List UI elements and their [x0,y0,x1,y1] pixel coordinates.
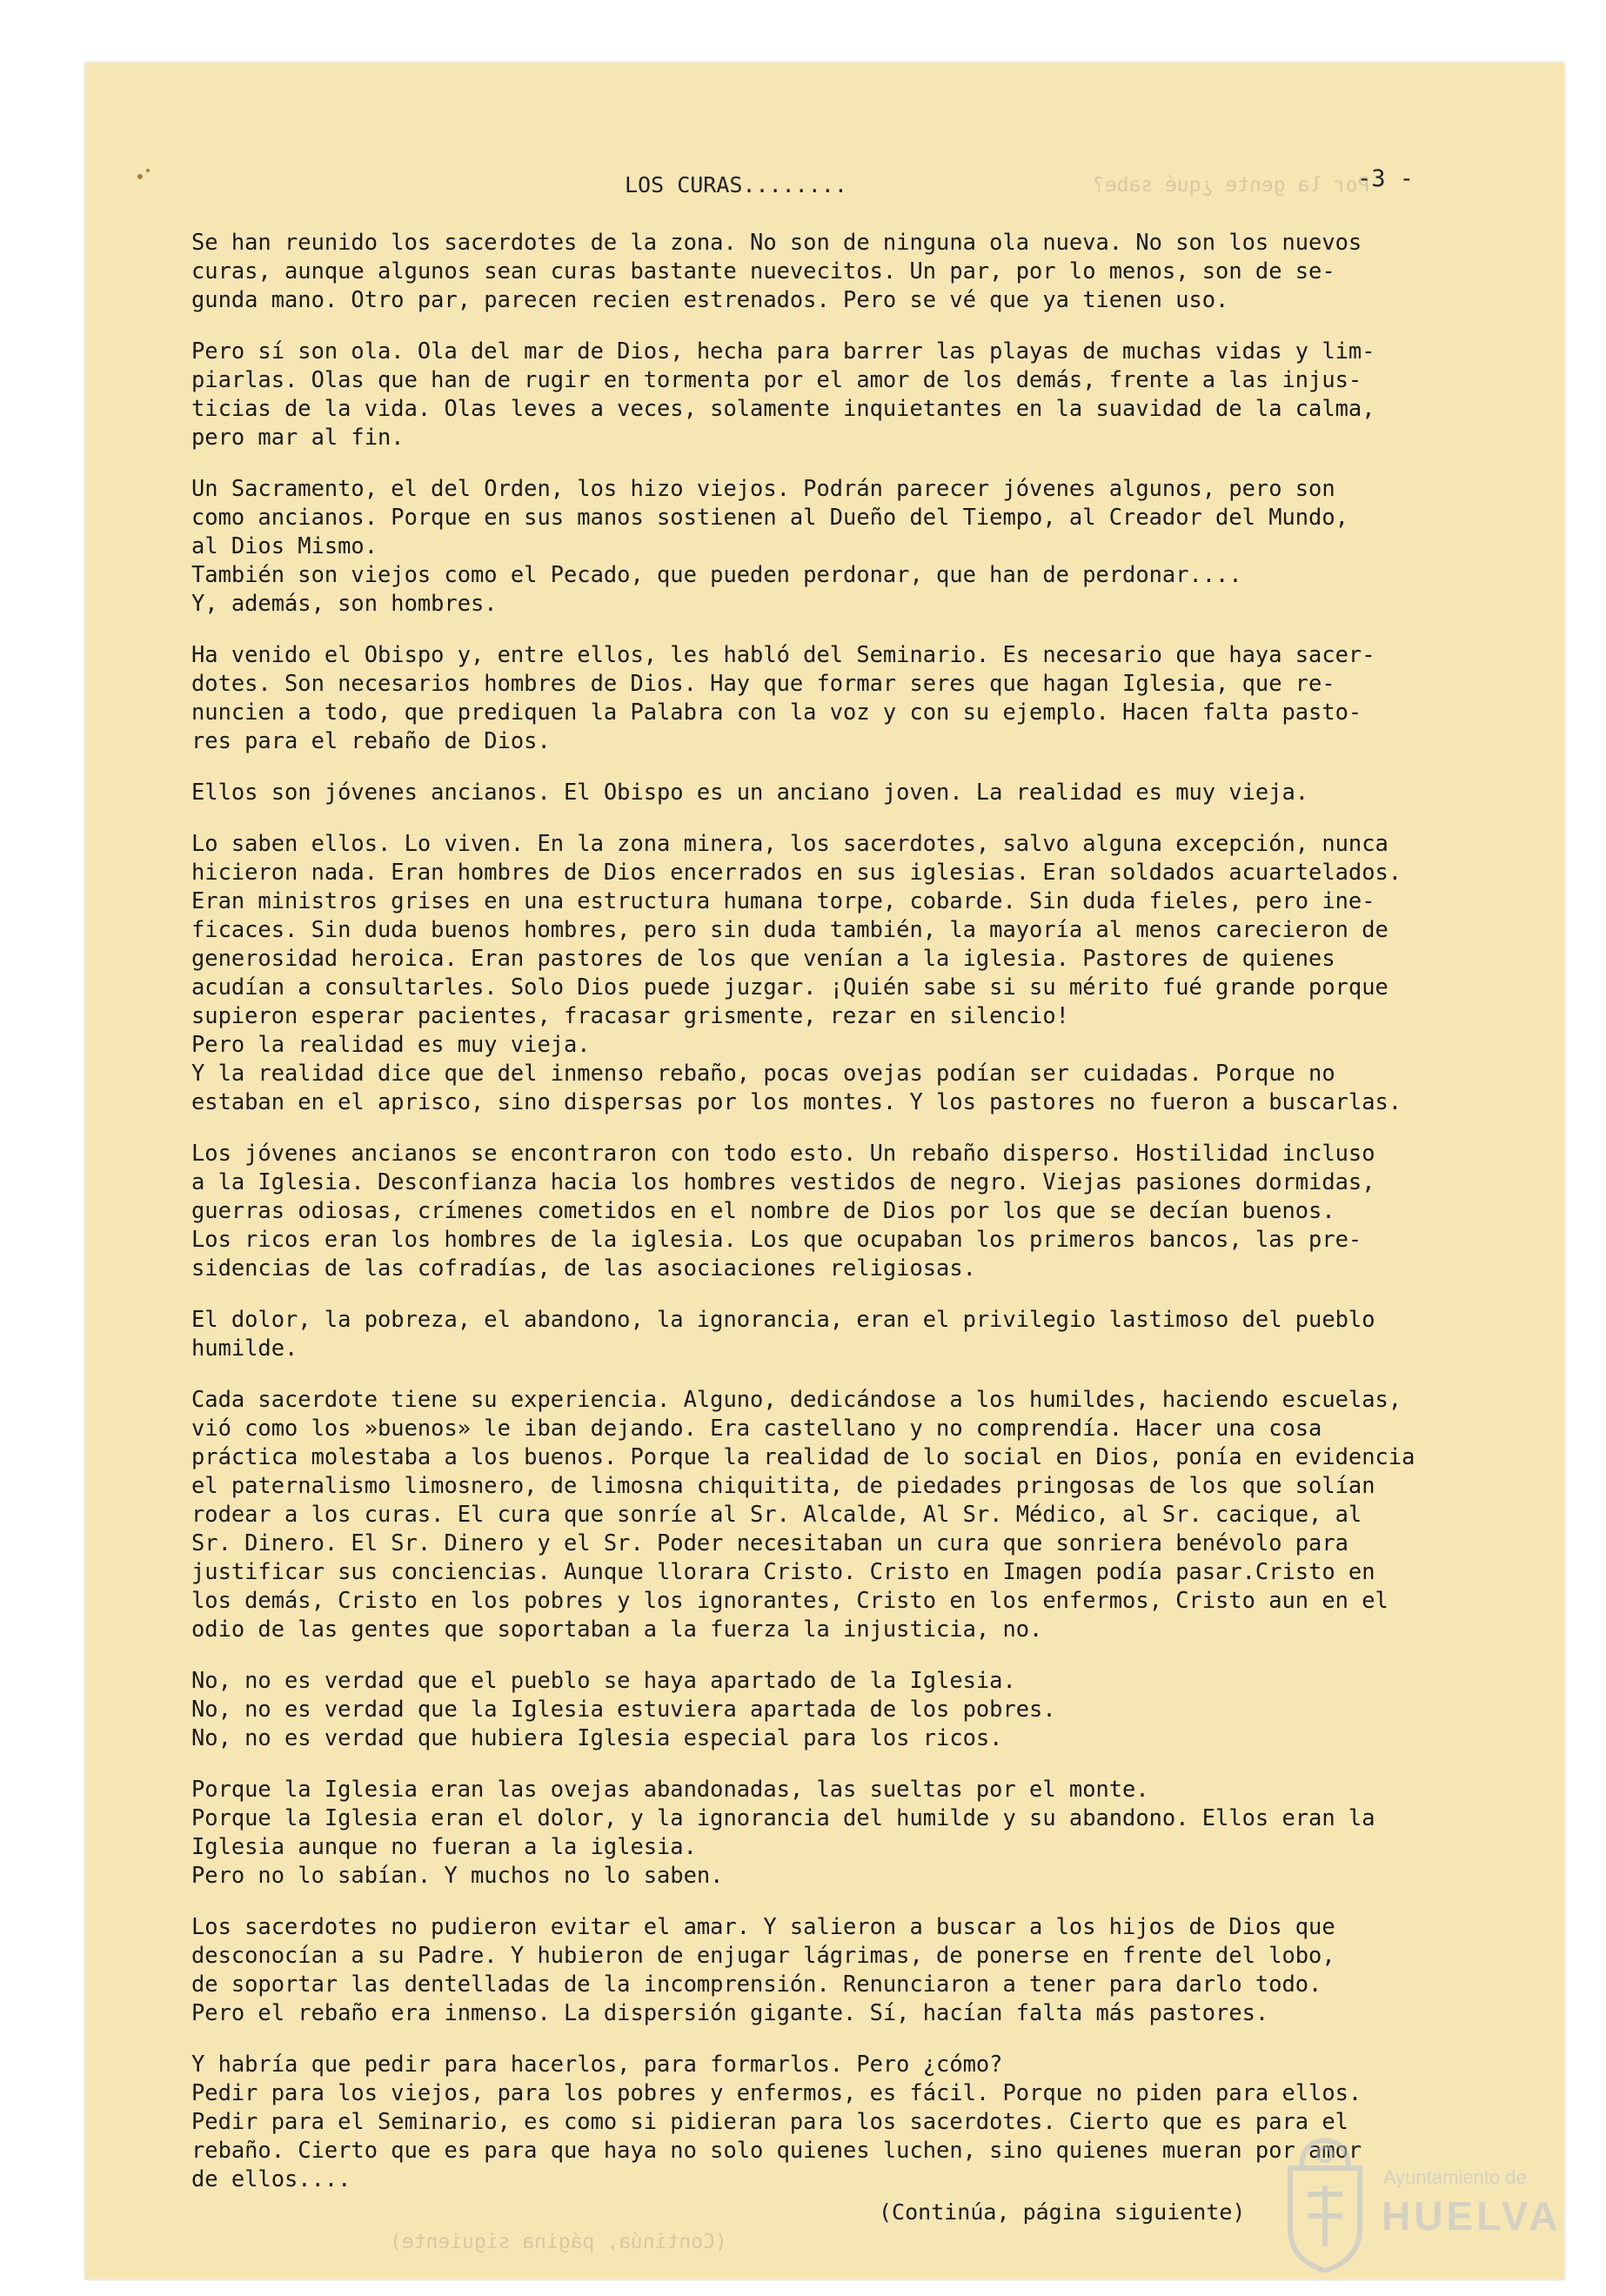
text-line: los demás, Cristo en los pobres y los ignorantes, Cristo en los enfermos, Cristo aun en el [191,1587,1389,1613]
text-line: curas, aunque algunos sean curas bastante nuevecitos. Un par, por lo menos, son de se- [191,258,1335,284]
text-line: Iglesia aunque no fueran a la iglesia. [191,1833,697,1859]
text-line: Eran ministros grises en una estructura humana torpe, cobarde. Sin duda fieles, pero ine- [191,887,1375,914]
text-line: rodear a los curas. El cura que sonríe al Sr. Alcalde, Al Sr. Médico, al Sr. cacique, al [191,1501,1362,1527]
text-line: nuncien a todo, que prediquen la Palabra con la voz y con su ejemplo. Hacen falta pasto- [191,699,1362,725]
text-line: dotes. Son necesarios hombres de Dios. Hay que formar seres que hagan Iglesia, que re- [191,670,1335,696]
paragraph [191,1305,1564,1362]
text-line: vió como los »buenos» le iban dejando. Era castellano y no comprendía. Hacer una cosa [191,1415,1322,1441]
paragraph [191,1912,1564,2027]
text-line: al Dios Mismo. [191,532,378,559]
text-line: Se han reunido los sacerdotes de la zona. No son de ninguna ola nueva. No son los nuevos [191,229,1362,255]
text-line: Pero el rebaño era inmenso. La dispersión gigante. Sí, hacían falta más pastores. [191,1999,1269,2025]
text-line: estaban en el aprisco, sino dispersas por los montes. Y los pastores no fueron a buscarlas. [191,1088,1402,1115]
document-body [191,228,1564,2216]
text-line: Los jóvenes ancianos se encontraron con todo esto. Un rebaño disperso. Hostilidad incluso [191,1140,1375,1166]
text-line: como ancianos. Porque en sus manos sostienen al Dueño del Tiempo, al Creador del Mundo, [191,504,1348,530]
paragraph [191,474,1564,618]
text-line: Un Sacramento, el del Orden, los hizo viejos. Podrán parecer jóvenes algunos, pero son [191,475,1335,501]
text-line: el paternalismo limosnero, de limosna chiquitita, de piedades pringosas de los que solían [191,1472,1375,1498]
text-line: de soportar las dentelladas de la incomprensión. Renunciaron a tener para darlo todo. [191,1971,1322,1997]
show-through-text-top: Por la gente ¿qué sabe? [1093,174,1370,197]
text-line: Sr. Dinero. El Sr. Dinero y el Sr. Poder necesitaban un cura que sonriera benévolo para [191,1530,1348,1556]
document-page [85,63,1564,2279]
text-line: desconocían a su Padre. Y hubieron de enjugar lágrimas, de ponerse en frente del lobo, [191,1942,1335,1968]
text-line: odio de las gentes que soportaban a la fuerza la injusticia, no. [191,1616,1043,1642]
city-shield-icon [1277,2133,1373,2273]
paragraph [191,778,1564,807]
text-line: de ellos.... [191,2165,351,2192]
page-header [85,165,1564,207]
text-line: Pedir para el Seminario, es como si pidieran para los sacerdotes. Cierto que es para el [191,2108,1348,2134]
paragraph [191,1385,1564,1643]
text-line: a la Iglesia. Desconfianza hacia los hombres vestidos de negro. Viejas pasiones dormidas, [191,1168,1375,1195]
text-line: No, no es verdad que hubiera Iglesia especial para los ricos. [191,1724,1003,1750]
text-line: rebaño. Cierto que es para que haya no solo quienes luchen, sino quienes mueran por amor [191,2137,1362,2163]
text-line: También son viejos como el Pecado, que pueden perdonar, que han de perdonar.... [191,561,1242,587]
watermark-line-2: HUELVA [1382,2193,1562,2239]
text-line: Y habría que pedir para hacerlos, para formarlos. Pero ¿cómo? [191,2051,1003,2077]
text-line: gunda mano. Otro par, parecen recien estrenados. Pero se vé que ya tienen uso. [191,286,1229,312]
text-line: Cada sacerdote tiene su experiencia. Alguno, dedicándose a los humildes, haciendo escuelas, [191,1386,1402,1412]
continuation-note: (Continúa, página siguiente) [879,2199,1246,2225]
text-line: Y, además, son hombres. [191,590,498,616]
text-line: generosidad heroica. Eran pastores de los que venían a la iglesia. Pastores de quienes [191,945,1335,971]
text-line: pero mar al fin. [191,424,405,450]
text-line: Porque la Iglesia eran el dolor, y la ignorancia del humilde y su abandono. Ellos eran la [191,1804,1375,1831]
text-line: Pero la realidad es muy vieja. [191,1031,591,1057]
text-line: justificar sus conciencias. Aunque llorara Cristo. Cristo en Imagen podía pasar.Cristo en [191,1558,1375,1584]
text-line: Y la realidad dice que del inmenso rebaño, pocas ovejas podían ser cuidadas. Porque no [191,1060,1335,1086]
text-line: hicieron nada. Eran hombres de Dios encerrados en sus iglesias. Eran soldados acuartelados. [191,859,1402,885]
paragraph [191,1139,1564,1282]
paragraph [191,228,1564,314]
text-line: No, no es verdad que la Iglesia estuviera apartada de los pobres. [191,1696,1056,1722]
text-line: acudían a consultarles. Solo Dios puede juzgar. ¡Quién sabe si su mérito fué grande porque [191,974,1389,1000]
text-line: piarlas. Olas que han de rugir en tormenta por el amor de los demás, frente a las injus- [191,366,1362,392]
text-line: sidencias de las cofradías, de las asociaciones religiosas. [191,1255,976,1281]
paragraph [191,337,1564,452]
archive-watermark [1261,2114,1592,2284]
text-line: res para el rebaño de Dios. [191,727,551,753]
document-title: LOS CURAS........ [625,172,847,197]
watermark-line-1: Ayuntamiento de [1383,2166,1527,2188]
text-line: Pero no lo sabían. Y muchos no lo saben. [191,1862,724,1888]
text-line: ficaces. Sin duda buenos hombres, pero sin duda también, la mayoría al menos carecieron de [191,916,1389,942]
paragraph [191,829,1564,1116]
text-line: práctica molestaba a los buenos. Porque la realidad de lo social en Dios, ponía en evidencia [191,1443,1415,1469]
text-line: Porque la Iglesia eran las ovejas abandonadas, las sueltas por el monte. [191,1776,1149,1802]
text-line: Pero sí son ola. Ola del mar de Dios, hecha para barrer las playas de muchas vidas y lim- [191,338,1375,364]
paragraph [191,640,1564,755]
page-number: -3 - [1357,165,1415,192]
paragraph [191,1666,1564,1752]
text-line: Pedir para los viejos, para los pobres y enfermos, es fácil. Porque no piden para ellos. [191,2079,1362,2105]
text-line: Los ricos eran los hombres de la iglesia. Los que ocupaban los primeros bancos, las pre- [191,1226,1362,1252]
paragraph [191,1775,1564,1890]
text-line: El dolor, la pobreza, el abandono, la ignorancia, eran el privilegio lastimoso del pueblo [191,1306,1375,1332]
text-line: Ellos son jóvenes ancianos. El Obispo es un anciano joven. La realidad es muy vieja. [191,779,1309,805]
text-line: No, no es verdad que el pueblo se haya apartado de la Iglesia. [191,1667,1016,1693]
text-line: humilde. [191,1335,298,1361]
text-line: Lo saben ellos. Lo viven. En la zona minera, los sacerdotes, salvo alguna excepción, nunca [191,830,1389,856]
text-line: ticias de la vida. Olas leves a veces, solamente inquietantes en la suavidad de la calma, [191,395,1375,421]
show-through-text-bottom: (Continúa, página siguiente) [390,2231,727,2253]
text-line: guerras odiosas, crímenes cometidos en el nombre de Dios por los que se decían buenos. [191,1197,1335,1223]
text-line: Ha venido el Obispo y, entre ellos, les habló del Seminario. Es necesario que haya sacer- [191,641,1375,667]
text-line: Los sacerdotes no pudieron evitar el amar. Y salieron a buscar a los hijos de Dios que [191,1913,1335,1939]
text-line: supieron esperar pacientes, fracasar grismente, rezar en silencio! [191,1002,1069,1028]
